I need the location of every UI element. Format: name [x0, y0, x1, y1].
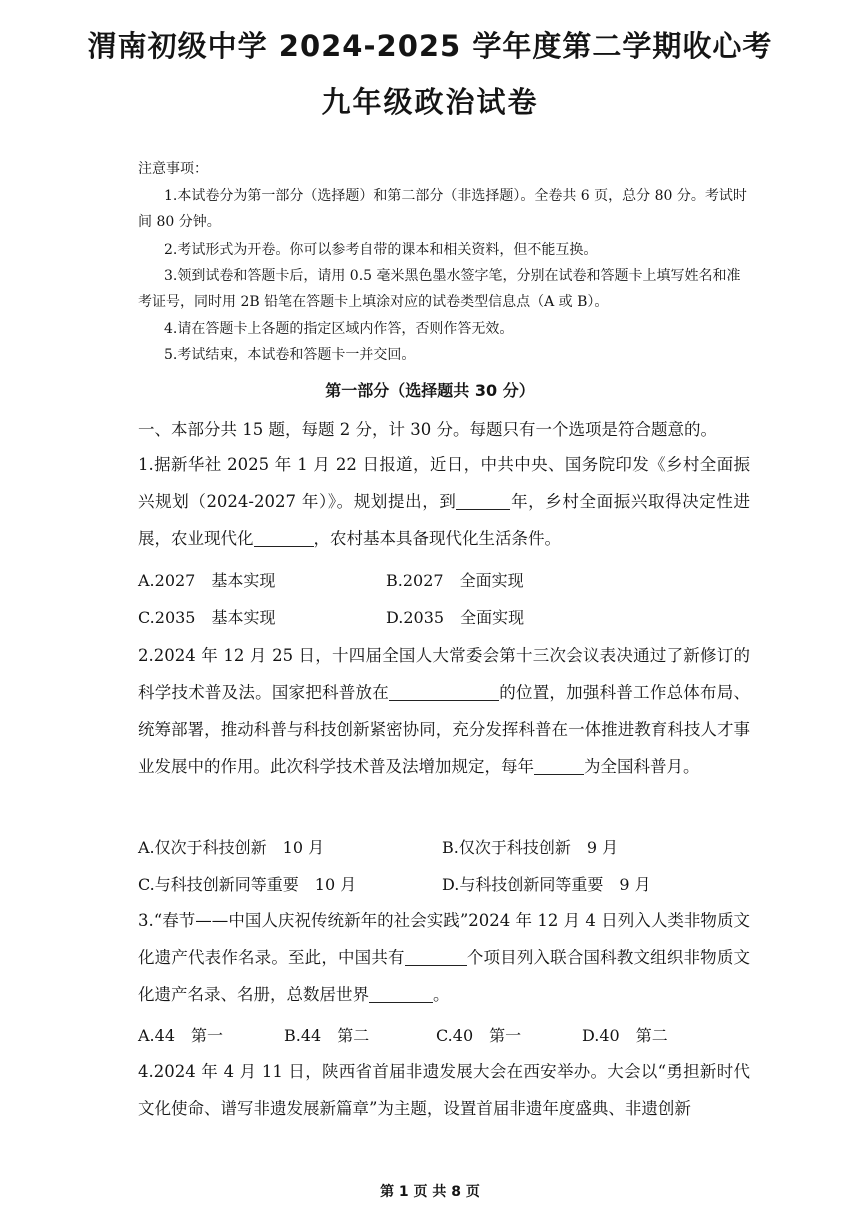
question-2 [138, 637, 750, 785]
question-text: ，农村基本具备现代化生活条件。 [313, 529, 561, 548]
option-d: D.与科技创新同等重要 9 月 [442, 875, 651, 894]
answer-blank [405, 949, 467, 967]
option-a: A.仅次于科技创新 10 月 [138, 838, 325, 857]
exam-subtitle: 九年级政治试卷 [321, 85, 539, 119]
question-text: 的位置，加强科普工作总体布局、统筹部署，推动科普与科技创新紧密协同，充分发挥科普在一体推进教育科技人才事业发展中的作用。此次科学技术普及法增加规定，每年 [138, 683, 751, 776]
answer-blank [389, 684, 499, 702]
notice-item-2: 2.考试形式为开卷。你可以参考自带的课本和相关资料，但不能互换。 [164, 242, 598, 258]
question-3 [138, 902, 750, 1013]
question-text: 年，乡村全面振兴取得决定性进展，农业现代化 [138, 492, 750, 548]
question-text: 3.“春节——中国人庆祝传统新年的社会实践”2024 年 12 月 4 日列入人类非物质文化遗产代表作名录。至此，中国共有 [138, 911, 750, 967]
notice-item-3: 3.领到试卷和答题卡后，请用 0.5 毫米黑色墨水签字笔，分别在试卷和答题卡上填写姓名和准考证号，同时用 2B 铅笔在答题卡上填涂对应的试卷类型信息点（A 或 B）。 [138, 268, 741, 310]
option-b: B.仅次于科技创新 9 月 [442, 838, 619, 857]
option-c: C.40 第一 [436, 1026, 522, 1045]
option-a: A.2027 基本实现 [138, 571, 276, 590]
answer-blank [534, 758, 584, 776]
option-b: B.2027 全面实现 [386, 571, 524, 590]
question-text: 。 [433, 985, 450, 1004]
notice-item-4: 4.请在答题卡上各题的指定区域内作答，否则作答无效。 [164, 321, 514, 337]
notice-heading: 注意事项： [138, 161, 208, 177]
option-d: D.2035 全面实现 [386, 608, 525, 627]
notice-item-1: 1.本试卷分为第一部分（选择题）和第二部分（非选择题）。全卷共 6 页，总分 80 分。考试时间 80 分钟。 [138, 188, 747, 230]
answer-blank [369, 986, 433, 1004]
answer-blank [254, 530, 314, 548]
answer-blank [456, 493, 510, 511]
question-text: 为全国科普月。 [584, 757, 700, 776]
question-4: 4.2024 年 4 月 11 日，陕西省首届非遗发展大会在西安举办。大会以“勇担新时代文化使命、谱写非遗发展新篇章”为主题，设置首届非遗年度盛典、非遗创新 [138, 1062, 750, 1118]
page-number: 第 1 页 共 8 页 [380, 1184, 480, 1200]
option-c: C.与科技创新同等重要 10 月 [138, 875, 357, 894]
option-d: D.40 第二 [582, 1026, 668, 1045]
option-b: B.44 第二 [284, 1026, 370, 1045]
question-text: 1.据新华社 2025 年 1 月 22 日报道，近日，中共中央、国务院印发《乡村全面振兴规划（2024-2027 年）》。规划提出，到 [138, 455, 750, 511]
question-text: 个项目列入联合国科教文组织非物质文化遗产名录、名册，总数居世界 [138, 948, 751, 1004]
exam-title: 渭南初级中学 2024-2025 学年度第二学期收心考 [87, 29, 773, 63]
option-c: C.2035 基本实现 [138, 608, 276, 627]
notice-item-5: 5.考试结束，本试卷和答题卡一并交回。 [164, 347, 416, 363]
section-title: 第一部分（选择题共 30 分） [325, 381, 535, 400]
section-instructions: 一、本部分共 15 题，每题 2 分，计 30 分。每题只有一个选项是符合题意的。 [138, 420, 717, 439]
option-a: A.44 第一 [138, 1026, 224, 1045]
question-1 [138, 446, 750, 557]
question-text: 2.2024 年 12 月 25 日，十四届全国人大常委会第十三次会议表决通过了新修订的科学技术普及法。国家把科普放在 [138, 646, 750, 702]
